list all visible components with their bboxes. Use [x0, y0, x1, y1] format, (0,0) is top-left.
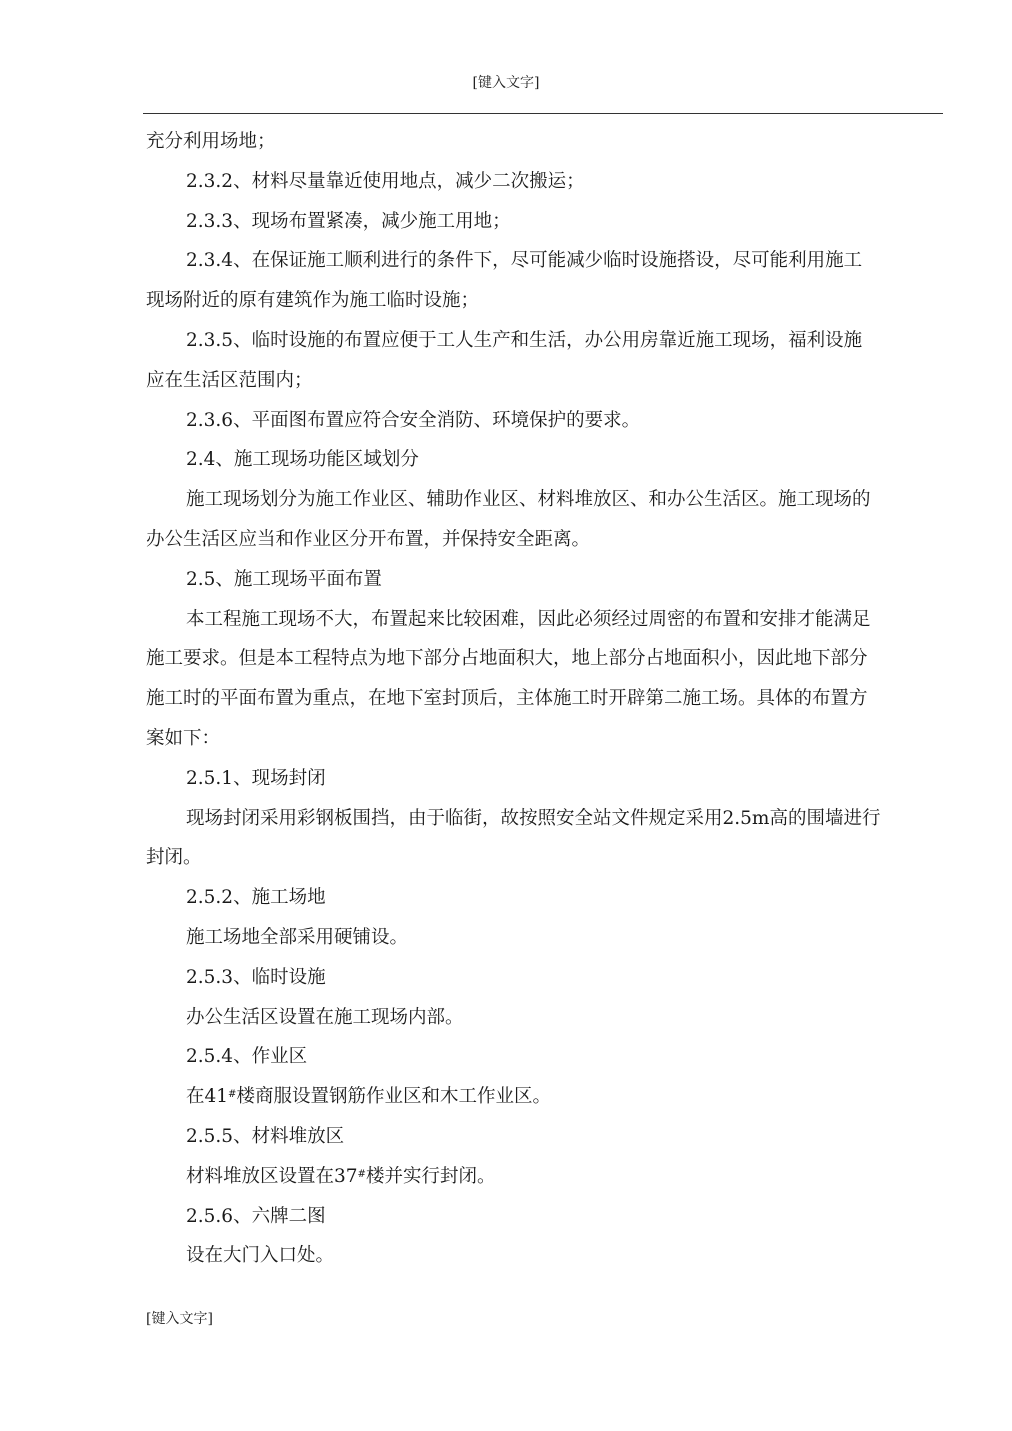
section-heading: 2.5.1、现场封闭 — [186, 767, 326, 789]
paragraph-line: 充分利用场地； — [146, 131, 276, 152]
paragraph-line: 2.3.5、临时设施的布置应便于工人生产和生活，办公用房靠近施工现场，福利设施 — [186, 329, 863, 351]
superscript-mark: # — [228, 1089, 237, 1101]
paragraph-line: 应在生活区范围内； — [146, 369, 313, 391]
paragraph-line: 封闭。 — [146, 847, 202, 869]
paragraph-line: 2.3.3、现场布置紧凑，减少施工用地； — [186, 210, 511, 232]
text-fragment: 楼商服设置钢筋作业区和木工作业区。 — [236, 1086, 551, 1108]
section-heading: 2.5.3、临时设施 — [186, 966, 326, 988]
section-heading: 2.5.5、材料堆放区 — [186, 1125, 345, 1147]
section-heading: 2.5.4、作业区 — [186, 1046, 308, 1068]
page-header: [键入文字] — [472, 75, 540, 91]
paragraph-line — [146, 1157, 946, 1197]
paragraph-line: 办公生活区设置在施工现场内部。 — [186, 1006, 464, 1028]
paragraph-line: 现场封闭采用彩钢板围挡，由于临街，故按照安全站文件规定采用2.5m高的围墙进行 — [186, 807, 881, 829]
paragraph-line: 2.3.6、平面图布置应符合安全消防、环境保护的要求。 — [186, 409, 641, 431]
page-footer: [键入文字] — [146, 1311, 213, 1327]
paragraph-line: 现场附近的原有建筑作为施工临时设施； — [146, 290, 480, 312]
document-body — [146, 122, 946, 1276]
text-fragment: 楼并实行封闭。 — [365, 1165, 496, 1187]
text-fragment: 材料堆放区设置在37 — [186, 1165, 358, 1187]
paragraph-line: 施工场地全部采用硬铺设。 — [186, 926, 409, 948]
paragraph-line: 本工程施工现场不大，布置起来比较困难，因此必须经过周密的布置和安排才能满足 — [186, 608, 871, 630]
superscript-mark: # — [357, 1168, 366, 1180]
section-heading: 2.5、施工现场平面布置 — [186, 568, 382, 590]
section-heading: 2.5.6、六牌二图 — [186, 1205, 326, 1227]
text-fragment: 在41 — [186, 1086, 229, 1108]
section-heading: 2.4、施工现场功能区域划分 — [186, 449, 419, 471]
paragraph-line: 施工要求。但是本工程特点为地下部分占地面积大，地上部分占地面积小，因此地下部分 — [146, 648, 868, 670]
paragraph-line: 案如下： — [146, 727, 221, 749]
paragraph-line — [146, 1077, 946, 1117]
paragraph-line: 施工时的平面布置为重点，在地下室封顶后，主体施工时开辟第二施工场。具体的布置方 — [146, 688, 868, 710]
paragraph-line: 2.3.4、在保证施工顺利进行的条件下，尽可能减少临时设施搭设，尽可能利用施工 — [186, 250, 863, 272]
section-heading: 2.5.2、施工场地 — [186, 887, 326, 909]
paragraph-line: 2.3.2、材料尽量靠近使用地点，减少二次搬运； — [186, 170, 585, 192]
paragraph-line: 办公生活区应当和作业区分开布置，并保持安全距离。 — [146, 528, 591, 550]
paragraph-line: 设在大门入口处。 — [186, 1245, 335, 1267]
header-divider — [143, 113, 943, 114]
paragraph-line: 施工现场划分为施工作业区、辅助作业区、材料堆放区、和办公生活区。施工现场的 — [186, 489, 871, 511]
